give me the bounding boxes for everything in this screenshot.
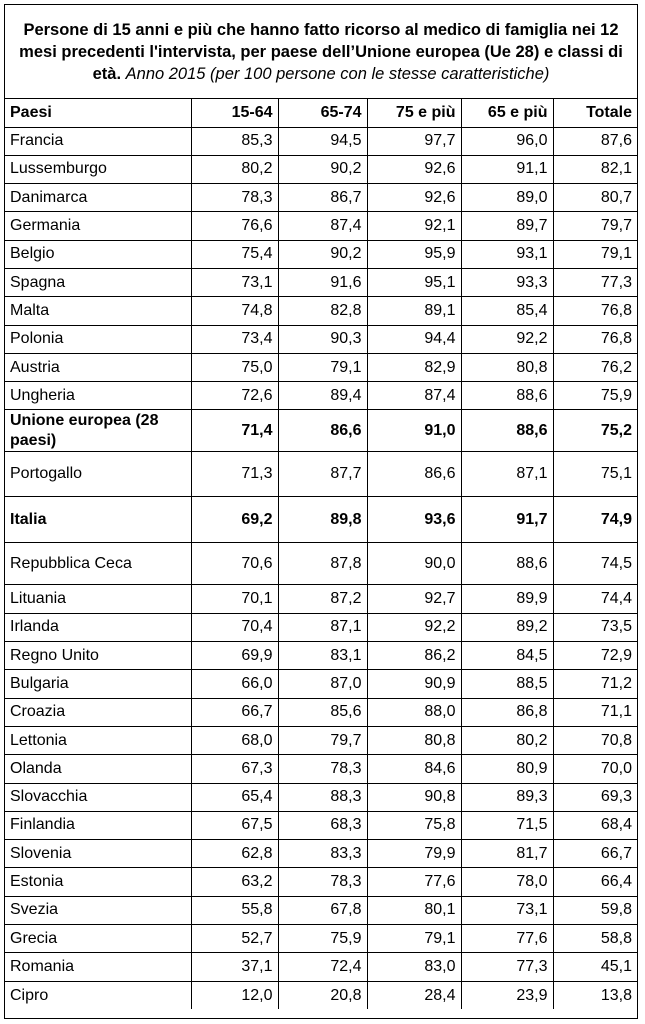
table-row: [5, 297, 637, 325]
country-name-cell: Grecia: [5, 925, 191, 953]
value-cell: 83,1: [278, 642, 367, 670]
table-row: [5, 452, 637, 497]
country-name-cell: Romania: [5, 953, 191, 981]
column-header: 65-74: [278, 99, 367, 127]
value-cell: 94,5: [278, 127, 367, 155]
table-title: [11, 19, 631, 85]
value-cell: 45,1: [553, 953, 637, 981]
country-name-cell: Olanda: [5, 755, 191, 783]
value-cell: 80,8: [367, 726, 461, 754]
value-cell: 52,7: [191, 925, 278, 953]
country-name-cell: Croazia: [5, 698, 191, 726]
value-cell: 73,1: [191, 268, 278, 296]
table-body: [5, 127, 637, 1009]
value-cell: 66,7: [191, 698, 278, 726]
value-cell: 55,8: [191, 896, 278, 924]
column-header: 75 e più: [367, 99, 461, 127]
value-cell: 70,6: [191, 543, 278, 585]
column-header: 65 e più: [461, 99, 553, 127]
value-cell: 80,7: [553, 184, 637, 212]
table-row: [5, 840, 637, 868]
country-name-cell: Unione europea (28 paesi): [5, 410, 191, 452]
value-cell: 87,1: [461, 452, 553, 497]
table-row: [5, 726, 637, 754]
value-cell: 81,7: [461, 840, 553, 868]
country-name-cell: Estonia: [5, 868, 191, 896]
column-header: Paesi: [5, 99, 191, 127]
value-cell: 91,7: [461, 497, 553, 543]
value-cell: 37,1: [191, 953, 278, 981]
value-cell: 71,1: [553, 698, 637, 726]
value-cell: 80,2: [461, 726, 553, 754]
value-cell: 89,0: [461, 184, 553, 212]
value-cell: 85,6: [278, 698, 367, 726]
value-cell: 70,4: [191, 613, 278, 641]
country-name-cell: Danimarca: [5, 184, 191, 212]
value-cell: 89,8: [278, 497, 367, 543]
country-name-cell: Belgio: [5, 240, 191, 268]
table-row: [5, 868, 637, 896]
value-cell: 79,7: [553, 212, 637, 240]
value-cell: 72,9: [553, 642, 637, 670]
column-header: Totale: [553, 99, 637, 127]
country-name-cell: Lituania: [5, 585, 191, 613]
value-cell: 73,5: [553, 613, 637, 641]
value-cell: 67,5: [191, 811, 278, 839]
value-cell: 93,6: [367, 497, 461, 543]
value-cell: 85,4: [461, 297, 553, 325]
value-cell: 78,0: [461, 868, 553, 896]
table-frame: [4, 4, 638, 1019]
country-name-cell: Regno Unito: [5, 642, 191, 670]
value-cell: 93,1: [461, 240, 553, 268]
table-row: [5, 783, 637, 811]
value-cell: 86,7: [278, 184, 367, 212]
value-cell: 75,9: [278, 925, 367, 953]
value-cell: 74,8: [191, 297, 278, 325]
country-name-cell: Cipro: [5, 981, 191, 1009]
value-cell: 75,4: [191, 240, 278, 268]
value-cell: 92,6: [367, 155, 461, 183]
value-cell: 71,5: [461, 811, 553, 839]
value-cell: 12,0: [191, 981, 278, 1009]
table-row: [5, 325, 637, 353]
country-name-cell: Lettonia: [5, 726, 191, 754]
country-name-cell: Francia: [5, 127, 191, 155]
value-cell: 88,6: [461, 410, 553, 452]
value-cell: 88,0: [367, 698, 461, 726]
value-cell: 84,6: [367, 755, 461, 783]
value-cell: 75,9: [553, 382, 637, 410]
country-name-cell: Slovacchia: [5, 783, 191, 811]
value-cell: 70,0: [553, 755, 637, 783]
value-cell: 87,4: [278, 212, 367, 240]
value-cell: 66,7: [553, 840, 637, 868]
value-cell: 89,4: [278, 382, 367, 410]
value-cell: 85,3: [191, 127, 278, 155]
value-cell: 87,6: [553, 127, 637, 155]
value-cell: 68,3: [278, 811, 367, 839]
country-name-cell: Finlandia: [5, 811, 191, 839]
country-name-cell: Austria: [5, 353, 191, 381]
value-cell: 87,1: [278, 613, 367, 641]
value-cell: 28,4: [367, 981, 461, 1009]
value-cell: 88,3: [278, 783, 367, 811]
value-cell: 65,4: [191, 783, 278, 811]
country-name-cell: Lussemburgo: [5, 155, 191, 183]
value-cell: 89,7: [461, 212, 553, 240]
value-cell: 95,9: [367, 240, 461, 268]
table-row: [5, 981, 637, 1009]
value-cell: 75,2: [553, 410, 637, 452]
value-cell: 66,0: [191, 670, 278, 698]
value-cell: 87,7: [278, 452, 367, 497]
value-cell: 89,9: [461, 585, 553, 613]
value-cell: 91,6: [278, 268, 367, 296]
value-cell: 68,4: [553, 811, 637, 839]
country-name-cell: Ungheria: [5, 382, 191, 410]
value-cell: 97,7: [367, 127, 461, 155]
value-cell: 79,7: [278, 726, 367, 754]
country-name-cell: Spagna: [5, 268, 191, 296]
table-row: [5, 925, 637, 953]
value-cell: 62,8: [191, 840, 278, 868]
value-cell: 71,4: [191, 410, 278, 452]
value-cell: 86,2: [367, 642, 461, 670]
value-cell: 69,9: [191, 642, 278, 670]
value-cell: 88,6: [461, 382, 553, 410]
value-cell: 79,1: [367, 925, 461, 953]
value-cell: 75,8: [367, 811, 461, 839]
table-row: [5, 698, 637, 726]
value-cell: 80,1: [367, 896, 461, 924]
value-cell: 23,9: [461, 981, 553, 1009]
value-cell: 92,1: [367, 212, 461, 240]
value-cell: 82,8: [278, 297, 367, 325]
table-row: [5, 127, 637, 155]
table-row: [5, 613, 637, 641]
value-cell: 79,1: [278, 353, 367, 381]
table-row: [5, 811, 637, 839]
table-row: [5, 585, 637, 613]
table-row: [5, 497, 637, 543]
value-cell: 76,2: [553, 353, 637, 381]
value-cell: 20,8: [278, 981, 367, 1009]
value-cell: 90,2: [278, 240, 367, 268]
country-name-cell: Italia: [5, 497, 191, 543]
value-cell: 92,6: [367, 184, 461, 212]
value-cell: 82,9: [367, 353, 461, 381]
table-row: [5, 755, 637, 783]
value-cell: 91,0: [367, 410, 461, 452]
value-cell: 77,3: [553, 268, 637, 296]
value-cell: 79,1: [553, 240, 637, 268]
value-cell: 74,5: [553, 543, 637, 585]
value-cell: 71,2: [553, 670, 637, 698]
value-cell: 88,6: [461, 543, 553, 585]
value-cell: 78,3: [191, 184, 278, 212]
value-cell: 69,2: [191, 497, 278, 543]
value-cell: 94,4: [367, 325, 461, 353]
value-cell: 67,3: [191, 755, 278, 783]
value-cell: 75,1: [553, 452, 637, 497]
value-cell: 78,3: [278, 868, 367, 896]
value-cell: 86,6: [278, 410, 367, 452]
country-name-cell: Polonia: [5, 325, 191, 353]
value-cell: 90,0: [367, 543, 461, 585]
country-name-cell: Slovenia: [5, 840, 191, 868]
country-name-cell: Malta: [5, 297, 191, 325]
value-cell: 87,8: [278, 543, 367, 585]
value-cell: 76,8: [553, 325, 637, 353]
value-cell: 90,9: [367, 670, 461, 698]
value-cell: 67,8: [278, 896, 367, 924]
data-table: [5, 99, 637, 1009]
country-name-cell: Portogallo: [5, 452, 191, 497]
value-cell: 72,4: [278, 953, 367, 981]
value-cell: 72,6: [191, 382, 278, 410]
country-name-cell: Svezia: [5, 896, 191, 924]
value-cell: 91,1: [461, 155, 553, 183]
value-cell: 59,8: [553, 896, 637, 924]
column-header: 15-64: [191, 99, 278, 127]
value-cell: 80,8: [461, 353, 553, 381]
value-cell: 96,0: [461, 127, 553, 155]
value-cell: 87,4: [367, 382, 461, 410]
table-title-box: [5, 5, 637, 99]
table-title-main: Persone di 15 anni e più che hanno fatto ricorso al medico di famiglia nei 12 mesi precedenti l'intervista, per paese dell’Unione europea (Ue 28) e classi di età.: [19, 20, 623, 83]
value-cell: 70,8: [553, 726, 637, 754]
table-row: [5, 543, 637, 585]
value-cell: 84,5: [461, 642, 553, 670]
value-cell: 68,0: [191, 726, 278, 754]
table-row: [5, 896, 637, 924]
value-cell: 89,3: [461, 783, 553, 811]
value-cell: 70,1: [191, 585, 278, 613]
value-cell: 77,6: [367, 868, 461, 896]
value-cell: 13,8: [600, 986, 632, 1004]
value-cell: 90,2: [278, 155, 367, 183]
country-name-cell: Irlanda: [5, 613, 191, 641]
value-cell: 92,2: [461, 325, 553, 353]
value-cell: 76,6: [191, 212, 278, 240]
table-row: [5, 670, 637, 698]
value-cell: 71,3: [191, 452, 278, 497]
value-cell: 82,1: [553, 155, 637, 183]
value-cell: 76,8: [553, 297, 637, 325]
value-cell: 92,2: [367, 613, 461, 641]
value-cell: 66,4: [553, 868, 637, 896]
value-cell: 87,0: [278, 670, 367, 698]
table-subtitle: Anno 2015 (per 100 persone con le stesse caratteristiche): [125, 64, 550, 83]
country-name-cell: Bulgaria: [5, 670, 191, 698]
value-cell: 77,6: [461, 925, 553, 953]
value-cell: 79,9: [367, 840, 461, 868]
value-cell: 87,2: [278, 585, 367, 613]
table-row: [5, 155, 637, 183]
value-cell: 77,3: [461, 953, 553, 981]
value-cell: 75,0: [191, 353, 278, 381]
table-row: [5, 268, 637, 296]
value-cell: 90,3: [278, 325, 367, 353]
value-cell: 73,4: [191, 325, 278, 353]
table-row: [5, 642, 637, 670]
table-row: [5, 353, 637, 381]
table-row: [5, 240, 637, 268]
table-row: [5, 382, 637, 410]
value-cell: 80,2: [191, 155, 278, 183]
header-row: [5, 99, 637, 127]
country-name-cell: Repubblica Ceca: [5, 543, 191, 585]
value-cell: 83,3: [278, 840, 367, 868]
table-row: [5, 184, 637, 212]
value-cell: 86,6: [367, 452, 461, 497]
value-cell: 73,1: [461, 896, 553, 924]
value-cell: 93,3: [461, 268, 553, 296]
value-cell: 74,9: [553, 497, 637, 543]
value-cell: 74,4: [553, 585, 637, 613]
value-cell: 63,2: [191, 868, 278, 896]
value-cell: 78,3: [278, 755, 367, 783]
country-name-cell: Germania: [5, 212, 191, 240]
value-cell: 95,1: [367, 268, 461, 296]
value-cell: 89,1: [367, 297, 461, 325]
value-cell: 58,8: [553, 925, 637, 953]
value-cell: 69,3: [553, 783, 637, 811]
value-cell: 80,9: [461, 755, 553, 783]
value-cell: 92,7: [367, 585, 461, 613]
value-cell: 83,0: [367, 953, 461, 981]
value-cell: 90,8: [367, 783, 461, 811]
value-cell: 86,8: [461, 698, 553, 726]
value-cell: 88,5: [461, 670, 553, 698]
value-cell: 89,2: [461, 613, 553, 641]
table-row: [5, 953, 637, 981]
table-row: [5, 410, 637, 452]
table-row: [5, 212, 637, 240]
